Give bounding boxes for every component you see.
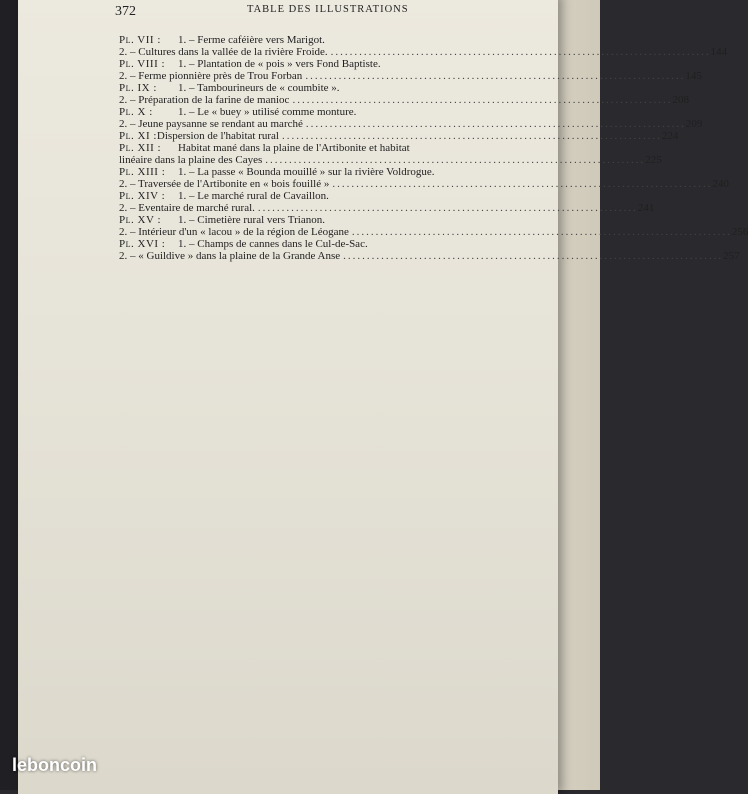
illustration-title: 1. – Le « buey » utilisé comme monture. — [178, 106, 357, 118]
book-page — [18, 0, 748, 794]
illustration-title: 1. – La passe « Bounda mouillé » sur la rivière Voldrogue. — [178, 166, 435, 178]
toc-row — [119, 178, 729, 190]
page-number: 372 — [115, 4, 136, 19]
toc-row — [119, 46, 728, 58]
illustration-title: 1. – Plantation de « pois » vers Fond Baptiste. — [178, 58, 381, 70]
page-reference: 256 — [731, 226, 748, 238]
plate-label: Pl. XVI : — [119, 238, 166, 250]
leader-dots: ................................................................................ — [351, 226, 732, 238]
page-reference: 225 — [645, 154, 662, 166]
illustration-title: Habitat mané dans la plaine de l'Artibonite et habitat — [178, 142, 410, 154]
plate-label: Pl. XI : — [119, 130, 157, 142]
leader-dots: ................................................................................ — [292, 94, 673, 106]
plate-label: Pl. IX : — [119, 82, 157, 94]
illustration-title: 2. – Préparation de la farine de manioc — [119, 94, 290, 106]
toc-row — [119, 226, 748, 238]
plate-label: Pl. VII : — [119, 34, 161, 46]
illustrations-table — [119, 34, 748, 262]
leader-dots: ................................................................................ — [330, 46, 711, 58]
running-head: TABLE DES ILLUSTRATIONS — [247, 4, 409, 15]
illustration-title: 2. – Cultures dans la vallée de la rivière Froide. — [119, 46, 328, 58]
page-reference: 208 — [672, 94, 689, 106]
illustration-title: 2. – « Guildive » dans la plaine de la Grande Anse — [119, 250, 341, 262]
page-reference: 145 — [685, 70, 702, 82]
page-reference: 241 — [637, 202, 655, 214]
plate-label: Pl. X : — [119, 106, 153, 118]
illustration-title: 2. – Intérieur d'un « lacou » de la région de Léogane — [119, 226, 349, 238]
toc-row — [119, 190, 537, 202]
toc-row — [119, 250, 740, 262]
toc-row — [119, 214, 537, 226]
toc-row — [119, 82, 537, 94]
toc-row — [119, 130, 679, 142]
leader-dots: ................................................................................ — [281, 130, 662, 142]
illustration-title: Dispersion de l'habitat rural — [156, 130, 279, 142]
page-reference: 144 — [710, 46, 728, 58]
illustration-title: 1. – Le marché rural de Cavaillon. — [178, 190, 329, 202]
illustration-title: 1. – Tambourineurs de « coumbite ». — [178, 82, 340, 94]
illustration-title: 1. – Cimetière rural vers Trianon. — [178, 214, 325, 226]
leader-dots: ................................................................................ — [305, 70, 686, 82]
leader-dots: ................................................................................ — [332, 178, 713, 190]
toc-row — [119, 142, 537, 154]
illustration-title: 2. – Traversée de l'Artibonite en « bois fouillé » — [119, 178, 330, 190]
leader-dots: ................................................................................ — [305, 118, 686, 130]
toc-row — [119, 154, 662, 166]
illustration-title: 1. – Ferme caféière vers Marigot. — [178, 34, 325, 46]
illustration-title: 2. – Ferme pionnière près de Trou Forban — [119, 70, 303, 82]
page-reference: 240 — [712, 178, 729, 190]
plate-label: Pl. XIV : — [119, 190, 166, 202]
plate-label: Pl. VIII : — [119, 58, 166, 70]
toc-row — [119, 118, 703, 130]
page-reference: 209 — [685, 118, 703, 130]
illustration-title: 2. – Eventaire de marché rural. — [119, 202, 255, 214]
toc-row — [119, 58, 537, 70]
illustration-title: 2. – Jeune paysanne se rendant au marché — [119, 118, 303, 130]
leader-dots: ................................................................................ — [343, 250, 724, 262]
toc-row — [119, 34, 537, 46]
illustration-title: 1. – Champs de cannes dans le Cul-de-Sac. — [178, 238, 368, 250]
leboncoin-watermark: leboncoin — [12, 755, 97, 775]
plate-label: Pl. XIII : — [119, 166, 166, 178]
leader-dots: ................................................................................ — [257, 202, 638, 214]
toc-row — [119, 238, 537, 250]
toc-row — [119, 202, 655, 214]
plate-label: Pl. XII : — [119, 142, 162, 154]
illustration-title: linéaire dans la plaine des Cayes — [119, 154, 263, 166]
page-reference: 224 — [661, 130, 679, 142]
toc-row — [119, 166, 537, 178]
leader-dots: ................................................................................ — [265, 154, 646, 166]
toc-row — [119, 70, 702, 82]
toc-row — [119, 106, 537, 118]
page-reference: 257 — [723, 250, 740, 262]
plate-label: Pl. XV : — [119, 214, 161, 226]
toc-row — [119, 94, 689, 106]
